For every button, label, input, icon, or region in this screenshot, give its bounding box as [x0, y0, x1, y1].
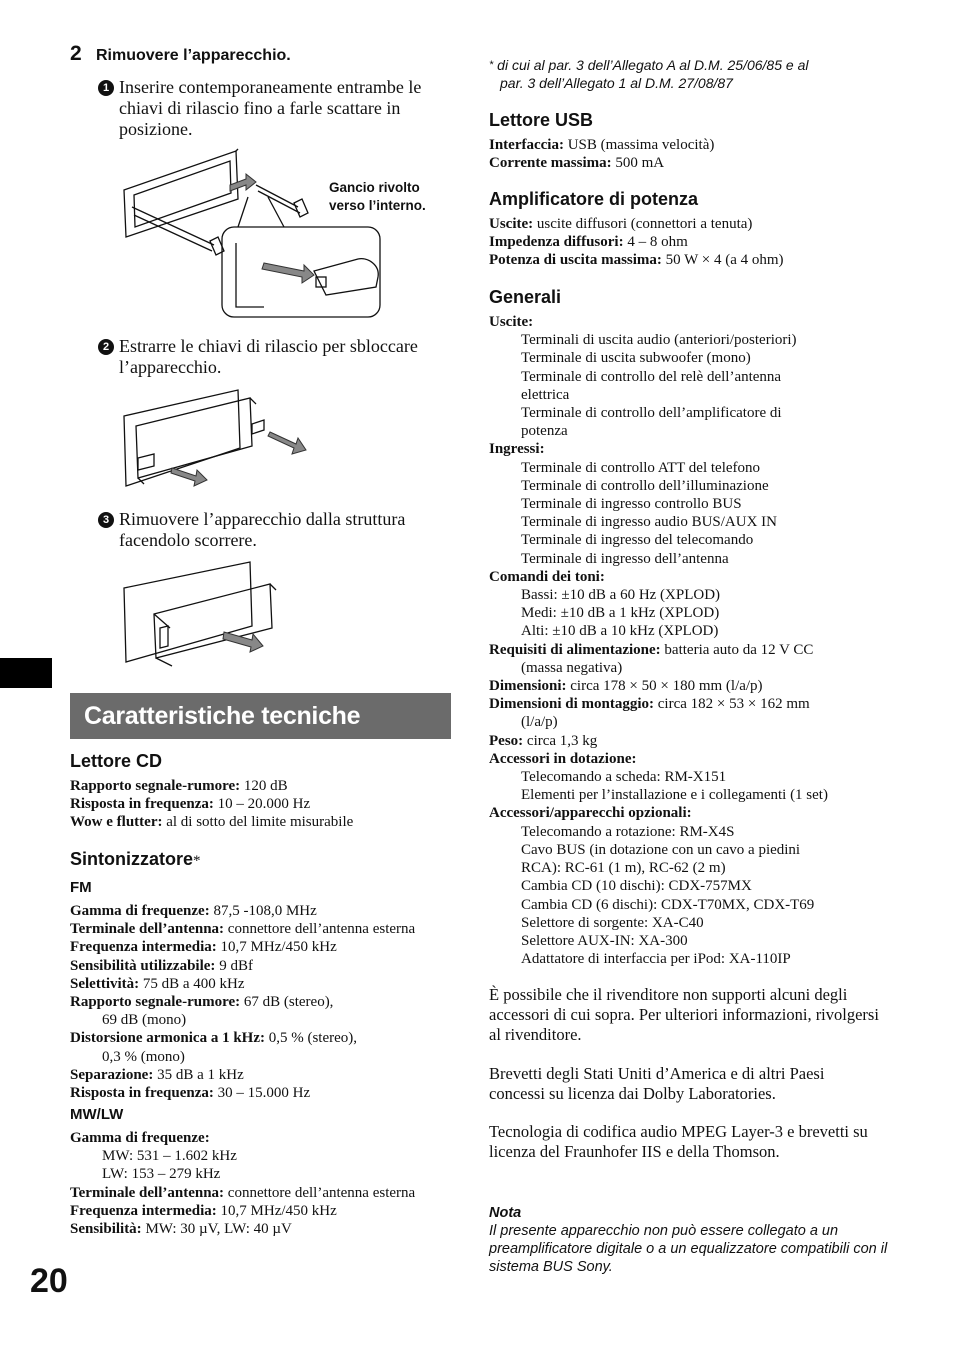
substep-3-number: 3 [98, 512, 114, 528]
fm-spec-line: Selettività: 75 dB a 400 kHz [70, 975, 245, 992]
paragraph-accessories: È possibile che il rivenditore non supporti alcuni degli accessori di cui sopra. Per ulteriori informazioni, rivolgersi al rivenditore. [489, 985, 879, 1044]
cd-heading: Lettore CD [70, 751, 163, 771]
amp-spec-line: Potenza di uscita massima: 50 W × 4 (a 4 ohm) [489, 252, 784, 269]
callout-line-1: Gancio rivolto [329, 180, 420, 195]
general-heading: Generali [489, 287, 562, 307]
fm-spec-line: Sensibilità utilizzabile: 9 dBf [70, 957, 253, 974]
optional-item: Telecomando a rotazione: RM-X4S [521, 823, 735, 840]
usb-spec-line: Interfaccia: USB (massima velocità) [489, 137, 715, 153]
substep-2-number: 2 [98, 339, 114, 355]
supplied-label: Accessori in dotazione: [489, 750, 637, 767]
substep-3-text: Rimuovere l’apparecchio dalla struttura facendolo scorrere. [119, 509, 406, 550]
power-cont: (massa negativa) [521, 659, 623, 676]
fm-spec-line: Frequenza intermedia: 10,7 MHz/450 kHz [70, 939, 337, 956]
mwlw-spec-line: Frequenza intermedia: 10,7 MHz/450 kHz [70, 1202, 337, 1219]
figure-insert-release-keys [118, 145, 388, 325]
outputs-item: Terminale di controllo dell’amplificatore di [521, 405, 782, 422]
optional-item: Cambia CD (6 dischi): CDX-T70MX, CDX-T69 [521, 896, 815, 913]
mwlw-spec-line: Terminale dell’antenna: connettore dell’antenna esterna [70, 1184, 416, 1201]
fm-spec-line: Gamma di frequenze: 87,5 -108,0 MHz [70, 903, 317, 919]
optional-label: Accessori/apparecchi opzionali: [489, 805, 692, 822]
inputs-item: Terminale di ingresso controllo BUS [521, 496, 742, 513]
note-text: Il presente apparecchio non può essere collegato a un preamplificatore digitale o a un equalizzatore compatibili con il sistema BUS Sony. [489, 1223, 888, 1275]
paragraph-mpeg: Tecnologia di codifica audio MPEG Layer-3 e brevetti su licenza del Fraunhofer IIS e della Thomson. [489, 1122, 868, 1161]
fm-specs [70, 902, 462, 1102]
mwlw-heading: MW/LW [70, 1106, 124, 1123]
tone-label: Comandi dei toni: [489, 568, 605, 585]
inputs-item: Terminale di controllo dell’illuminazione [521, 477, 769, 494]
inputs-label: Ingressi: [489, 441, 545, 458]
tone-item: Medi: ±10 dB a 1 kHz (XPLOD) [521, 605, 720, 622]
substep-1 [102, 77, 459, 140]
mwlw-range-label: Gamma di frequenze: [70, 1130, 210, 1146]
step-number: 2 [70, 42, 82, 65]
inputs-item: Terminale di ingresso dell’antenna [521, 550, 729, 567]
substep-2 [102, 336, 459, 378]
note-title: Nota [489, 1205, 522, 1221]
amp-specs [489, 215, 889, 270]
mwlw-range-value: LW: 153 – 279 kHz [102, 1166, 221, 1183]
cd-specs [70, 777, 460, 832]
mwlw-spec-line: Sensibilità: MW: 30 µV, LW: 40 µV [70, 1221, 292, 1238]
outputs-label: Uscite: [489, 314, 534, 330]
cd-spec-line: Rapporto segnale-rumore: 120 dB [70, 778, 288, 794]
weight-line: Peso: circa 1,3 kg [489, 732, 598, 749]
tone-item: Alti: ±10 dB a 10 kHz (XPLOD) [521, 623, 719, 640]
usb-spec-line: Corrente massima: 500 mA [489, 155, 665, 172]
tuner-heading: Sintonizzatore* [70, 849, 201, 869]
inputs-item: Terminale di ingresso audio BUS/AUX IN [521, 514, 777, 531]
supplied-item: Elementi per l’installazione e i collegamenti (1 set) [521, 787, 828, 804]
figure-pull-keys [120, 386, 315, 496]
mwlw-range-value: MW: 531 – 1.602 kHz [102, 1148, 237, 1165]
usb-heading: Lettore USB [489, 110, 594, 130]
outputs-item: Terminali di uscita audio (anteriori/posteriori) [521, 332, 797, 349]
amp-spec-line: Uscite: uscite diffusori (connettori a tenuta) [489, 216, 753, 232]
usb-specs [489, 136, 889, 172]
substep-1-number: 1 [98, 80, 114, 96]
fm-spec-line: Terminale dell’antenna: connettore dell’antenna esterna [70, 921, 416, 938]
callout-line-2: verso l’interno. [329, 198, 426, 213]
outputs-item: Terminale di uscita subwoofer (mono) [521, 350, 751, 367]
cd-spec-line: Wow e flutter: al di sotto del limite misurabile [70, 814, 354, 831]
fm-spec-line: Separazione: 35 dB a 1 kHz [70, 1066, 244, 1083]
supplied-item: Telecomando a scheda: RM-X151 [521, 769, 727, 786]
substep-3 [102, 509, 459, 551]
optional-item: Cambia CD (10 dischi): CDX-757MX [521, 878, 752, 895]
amp-heading: Amplificatore di potenza [489, 189, 699, 209]
footnote-line-2: par. 3 dell’Allegato 1 al D.M. 27/08/87 [500, 75, 733, 91]
paragraph-dolby: Brevetti degli Stati Uniti d’America e di altri Paesi concessi su licenza dai Dolby Laboratories. [489, 1064, 825, 1103]
inputs-item: Terminale di controllo ATT del telefono [521, 459, 761, 476]
outputs-item: elettrica [521, 386, 570, 403]
figure-slide-out [120, 558, 280, 668]
outputs-item: Terminale di controllo del relè dell’antenna [521, 368, 782, 385]
power-line: Requisiti di alimentazione: batteria auto da 12 V CC [489, 641, 814, 658]
optional-item: Adattatore di interfaccia per iPod: XA-110IP [521, 951, 791, 968]
fm-heading: FM [70, 879, 92, 896]
fm-spec-cont: 0,3 % (mono) [102, 1048, 185, 1065]
fm-spec-line: Rapporto segnale-rumore: 67 dB (stereo), [70, 994, 334, 1011]
mount-line: Dimensioni di montaggio: circa 182 × 53 × 162 mm [489, 696, 810, 713]
optional-item: Selettore di sorgente: XA-C40 [521, 914, 704, 931]
cd-spec-line: Risposta in frequenza: 10 – 20.000 Hz [70, 796, 311, 813]
general-specs [489, 313, 889, 968]
substep-1-text: Inserire contemporaneamente entrambe le chiavi di rilascio fino a farle scattare in posizione. [119, 77, 422, 139]
page-tab-marker [0, 658, 52, 688]
amp-spec-line: Impedenza diffusori: 4 – 8 ohm [489, 234, 688, 251]
figure1-callout [329, 179, 426, 215]
inputs-item: Terminale di ingresso del telecomando [521, 532, 754, 549]
section-banner: Caratteristiche tecniche [70, 693, 451, 739]
page-number: 20 [30, 1262, 68, 1300]
dim-line: Dimensioni: circa 178 × 50 × 180 mm (l/a/p) [489, 678, 763, 695]
substep-2-text: Estrarre le chiavi di rilascio per sbloccare l’apparecchio. [119, 336, 418, 377]
fm-spec-line: Risposta in frequenza: 30 – 15.000 Hz [70, 1085, 311, 1102]
note [489, 1204, 889, 1276]
footnote [489, 56, 889, 92]
tone-item: Bassi: ±10 dB a 60 Hz (XPLOD) [521, 587, 721, 604]
mwlw-specs [70, 1129, 462, 1238]
outputs-item: potenza [521, 423, 568, 440]
fm-spec-line: Distorsione armonica a 1 kHz: 0,5 % (stereo), [70, 1030, 358, 1047]
fm-spec-cont: 69 dB (mono) [102, 1012, 187, 1029]
footnote-line-1: * di cui al par. 3 dell’Allegato A al D.M. 25/06/85 e al [489, 57, 809, 73]
optional-item: Cavo BUS (in dotazione con un cavo a piedini [521, 841, 801, 858]
mount-cont: (l/a/p) [521, 714, 558, 731]
optional-item: RCA): RC-61 (1 m), RC-62 (2 m) [521, 860, 726, 877]
optional-item: Selettore AUX-IN: XA-300 [521, 932, 688, 949]
step-title: Rimuovere l’apparecchio. [96, 47, 291, 64]
